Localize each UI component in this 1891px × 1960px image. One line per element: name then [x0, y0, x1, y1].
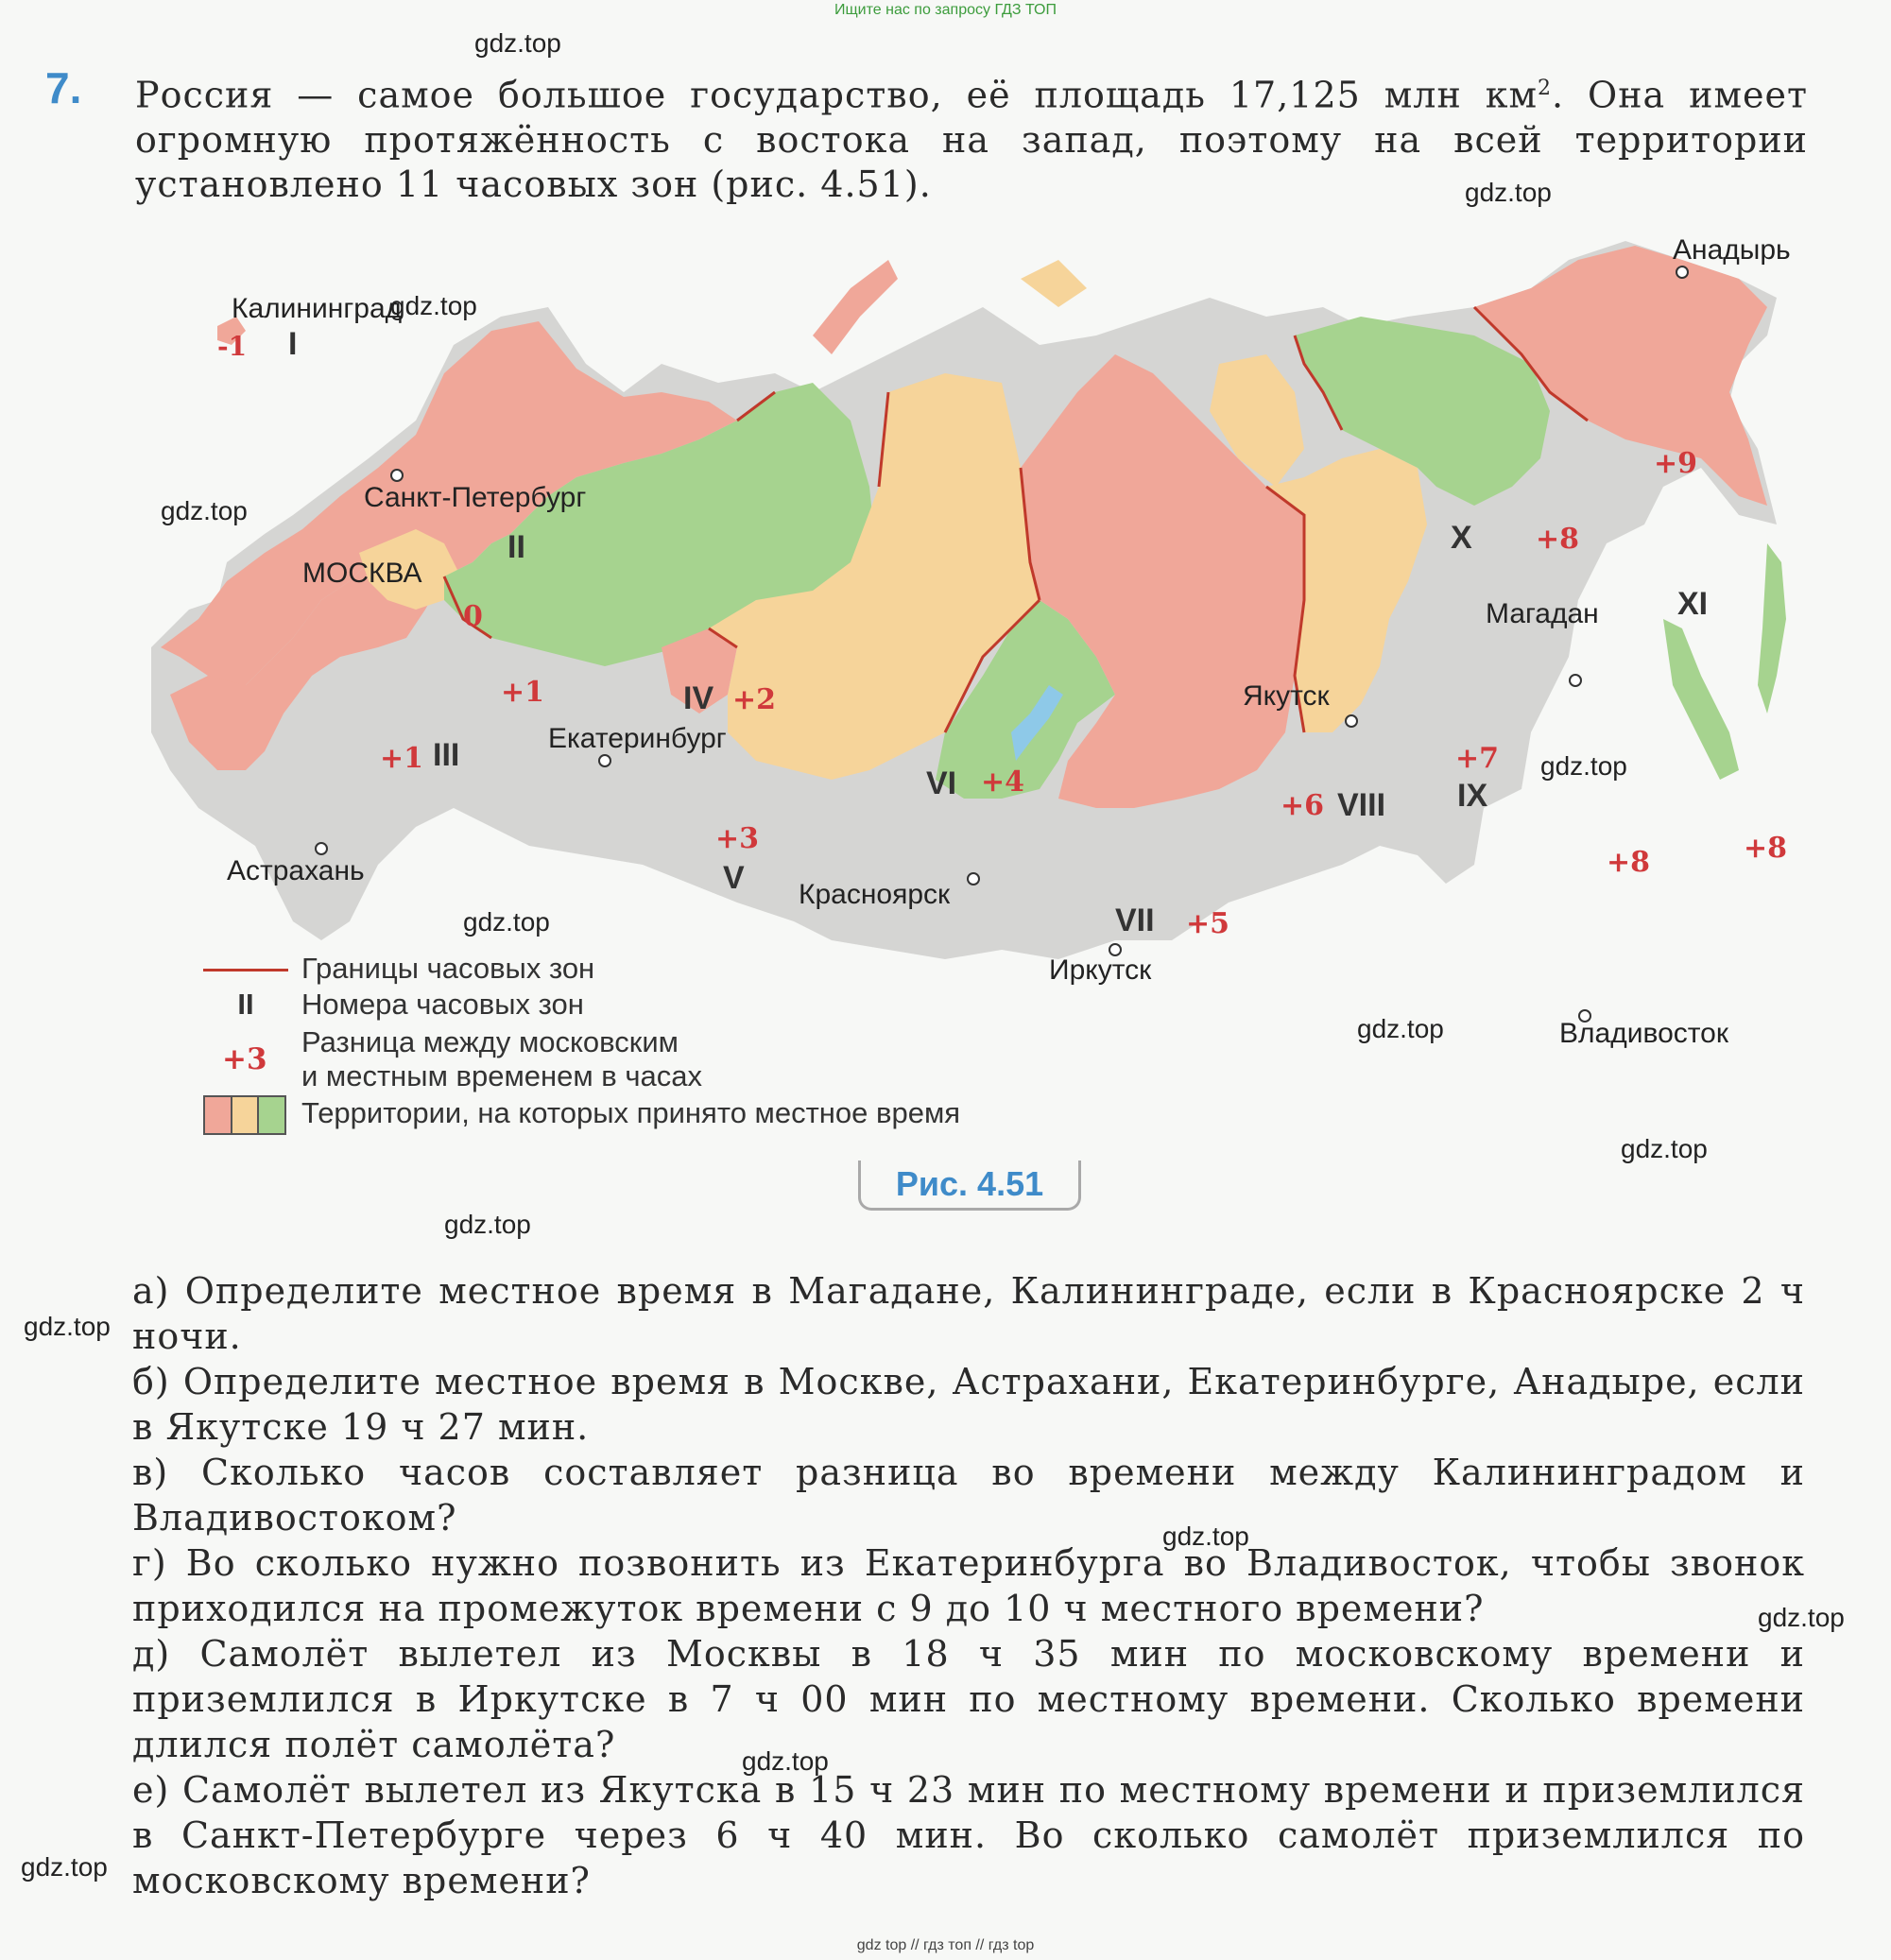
sakhalin-island [1663, 619, 1739, 780]
dot-yakutsk [1346, 715, 1357, 727]
watermark: gdz.top [1621, 1134, 1708, 1163]
question-a: а) Определите местное время в Магадане, Калининграде, если в Красноярске 2 ч ночи. [132, 1270, 1805, 1357]
top-banner: Ищите нас по запросу ГДЗ ТОП [834, 2, 1057, 18]
offset-zone-11: +9 [1654, 447, 1698, 480]
city-label-yakutsk: Якутск [1243, 680, 1330, 712]
city-label-moscow: МОСКВА [302, 558, 422, 589]
question-g: г) Во сколько нужно позвонить из Екатеринбурга во Владивосток, чтобы звонок приходился на промежуток времени с 9 до 10 ч местного времени? [132, 1542, 1805, 1629]
watermark: gdz.top [1162, 1522, 1249, 1551]
watermark: gdz.top [390, 291, 477, 320]
legend-diff-line2: и местным временем в часах [301, 1059, 703, 1092]
watermark: gdz.top [463, 907, 550, 937]
figure-caption: Рис. 4.51 [858, 1161, 1081, 1211]
legend-row-territories [203, 1095, 960, 1135]
question-d: д) Самолёт вылетел из Москвы в 18 ч 35 мин по московскому времени и приземлился в Иркутске в 7 ч 00 мин по местному времени. Сколько времени длился полёт самолёта? [132, 1633, 1805, 1765]
dot-yekaterinburg [599, 755, 610, 766]
offset-zone-4: +2 [732, 683, 777, 716]
offset-moscow: 0 [463, 600, 483, 633]
offset-zone-10: +8 [1536, 523, 1580, 556]
legend-numbers-text: Номера часовых зон [301, 988, 584, 1021]
offset-zone-7: +5 [1186, 907, 1230, 940]
watermark: gdz.top [161, 496, 248, 525]
watermark: gdz.top [1758, 1603, 1845, 1632]
legend-color-swatches [203, 1095, 286, 1135]
intro-text: Россия — самое большое государство, её площадь 17,125 млн км [135, 74, 1539, 116]
zone-label-3: III [433, 737, 460, 773]
legend-diff-symbol: +3 [222, 1042, 267, 1076]
offset-zone-9: +7 [1455, 742, 1500, 775]
watermark: gdz.top [474, 28, 561, 58]
pink-swatch [205, 1097, 232, 1133]
city-label-yekaterinburg: Екатеринбург [548, 723, 727, 754]
legend-territories-text: Территории, на которых принято местное время [301, 1096, 961, 1130]
bottom-banner: gdz top // гдз топ // гдз top [856, 1937, 1035, 1953]
zone-label-9: IX [1457, 778, 1488, 814]
question-v: в) Сколько часов составляет разница во времени между Калининградом и Владивостоком? [132, 1452, 1805, 1539]
zone-label-5: V [723, 860, 745, 896]
zone-label-10: X [1451, 520, 1472, 556]
offset-sakhalin: +8 [1607, 846, 1651, 879]
dot-astrakhan [316, 843, 327, 854]
watermark: gdz.top [24, 1312, 111, 1341]
legend-row-numbers [203, 988, 584, 1022]
dot-krasnoyarsk [968, 873, 979, 885]
zone-label-1: I [288, 326, 298, 362]
zone-label-11: XI [1677, 586, 1709, 622]
city-label-astrakhan: Астрахань [227, 855, 365, 886]
task-number: 7. [45, 63, 82, 112]
intro-paragraph [135, 66, 1808, 207]
intro-superscript: 2 [1538, 77, 1553, 100]
dot-magadan [1570, 675, 1581, 686]
zone-label-6: VI [926, 765, 957, 801]
offset-zone-5: +3 [715, 822, 760, 855]
zone-label-2: II [507, 529, 525, 565]
offset-volga: +1 [501, 676, 545, 709]
city-label-anadyr: Анадырь [1673, 234, 1791, 266]
severnaya-zemlya [1021, 260, 1087, 307]
zone-label-8: VIII [1337, 787, 1386, 823]
legend-borders-text: Границы часовых зон [301, 952, 595, 985]
offset-zone-8: +6 [1281, 789, 1325, 822]
city-label-kaliningrad: Калининград [232, 293, 403, 324]
watermark: gdz.top [1357, 1014, 1444, 1043]
watermark: gdz.top [21, 1852, 108, 1882]
question-b: б) Определите местное время в Москве, Астрахани, Екатеринбурге, Анадыре, если в Якутске 19 ч 27 мин. [132, 1361, 1805, 1448]
zone-label-4: IV [683, 680, 714, 716]
city-label-magadan: Магадан [1486, 598, 1599, 629]
questions-list [132, 1268, 1805, 1903]
offset-zone-6: +4 [981, 765, 1025, 799]
watermark: gdz.top [444, 1210, 531, 1239]
legend-numbers-symbol: II [237, 988, 254, 1021]
city-label-spb: Санкт-Петербург [364, 482, 587, 513]
watermark: gdz.top [742, 1746, 829, 1776]
city-label-irkutsk: Иркутск [1049, 954, 1152, 986]
yellow-swatch [232, 1097, 260, 1133]
offset-kurils: +8 [1744, 832, 1788, 865]
city-label-vladivostok: Владивосток [1559, 1018, 1728, 1049]
kuril-islands [1758, 543, 1786, 714]
offset-kaliningrad: -1 [217, 331, 248, 362]
border-line-icon [203, 969, 288, 971]
novaya-zemlya [813, 260, 898, 354]
question-e: е) Самолёт вылетел из Якутска в 15 ч 23 мин по местному времени и приземлился в Санкт-Петербурге через 6 ч 40 мин. Во сколько самолёт приземлился по московскому времени? [132, 1769, 1805, 1901]
legend-diff-line1: Разница между московским [301, 1025, 679, 1058]
offset-samara: +1 [380, 742, 424, 775]
dot-anadyr [1676, 266, 1688, 278]
dot-spb [391, 470, 403, 481]
intro-rest: . Она имеет огромную протяжённость с востока на запад, поэтому на всей территории установлено 11 часовых зон (рис. 4.51). [135, 74, 1809, 205]
zone-label-7: VII [1115, 903, 1155, 938]
green-swatch [259, 1097, 284, 1133]
watermark: gdz.top [1540, 751, 1627, 781]
legend-row-borders [203, 952, 594, 986]
watermark: gdz.top [1465, 178, 1552, 207]
city-label-krasnoyarsk: Красноярск [799, 879, 951, 910]
